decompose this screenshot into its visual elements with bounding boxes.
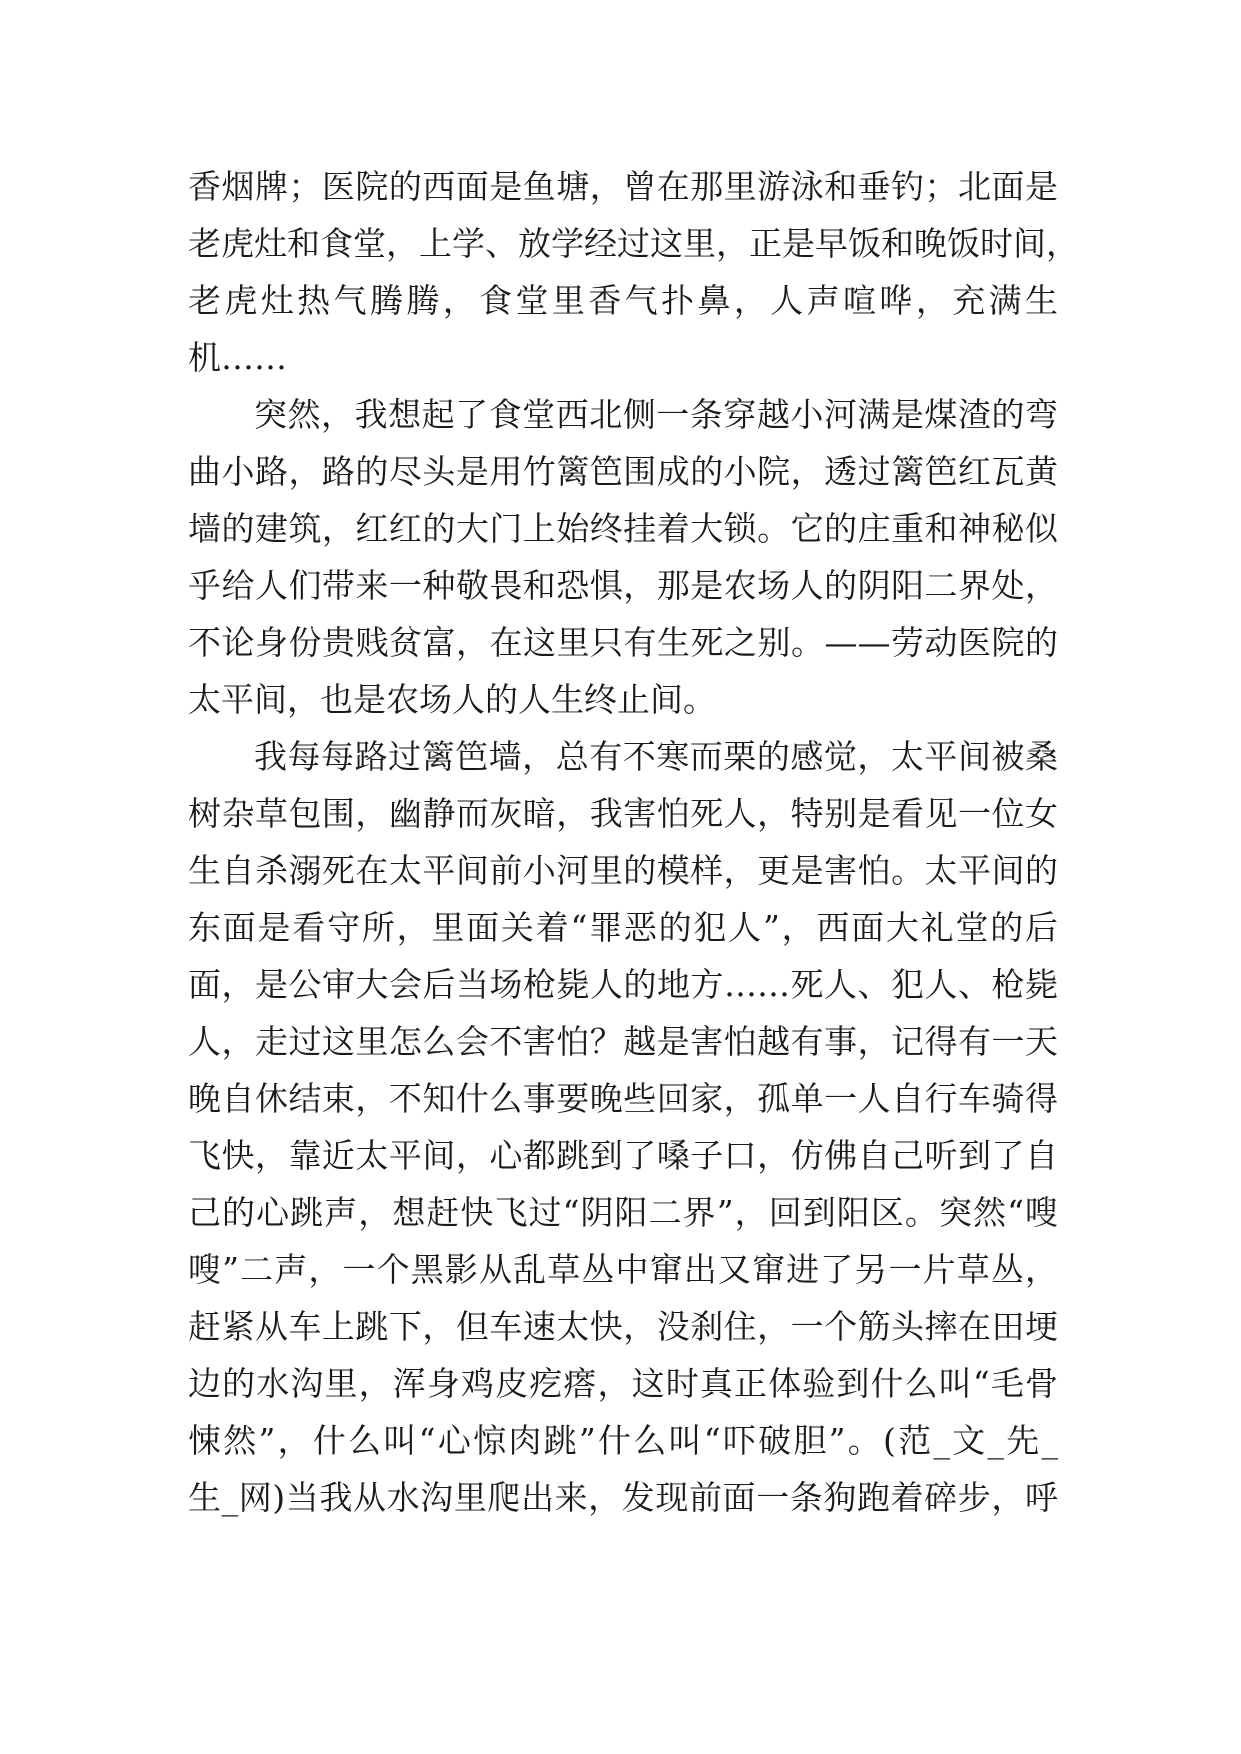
text-line: 嗖”二声，一个黑影从乱草丛中窜出又窜进了另一片草丛， (188, 1250, 1058, 1289)
text-line: 我每每路过篱笆墙，总有不寒而栗的感觉，太平间被桑 (254, 737, 1058, 776)
text-line: 乎给人们带来一种敬畏和恐惧，那是农场人的阴阳二界处， (188, 566, 1058, 605)
paragraph-1 (188, 158, 1079, 386)
body-text (188, 158, 1079, 1526)
text-line: 生_网)当我从水沟里爬出来，发现前面一条狗跑着碎步，呼 (188, 1478, 1058, 1517)
text-line: 突然，我想起了食堂西北侧一条穿越小河满是煤渣的弯 (254, 395, 1058, 434)
text-line: 赶紧从车上跳下，但车速太快，没刹住，一个筋头摔在田埂 (188, 1307, 1058, 1346)
text-line: 老虎灶和食堂，上学、放学经过这里，正是早饭和晚饭时间， (188, 224, 1079, 263)
text-line: 面，是公审大会后当场枪毙人的地方……死人、犯人、枪毙 (188, 965, 1058, 1004)
text-line: 机…… (188, 338, 287, 377)
text-line: 人，走过这里怎么会不害怕？越是害怕越有事，记得有一天 (188, 1022, 1058, 1061)
paragraph-2 (188, 386, 1058, 728)
text-line: 晚自休结束，不知什么事要晚些回家，孤单一人自行车骑得 (188, 1079, 1058, 1118)
text-line: 边的水沟里，浑身鸡皮疙瘩，这时真正体验到什么叫“毛骨 (188, 1364, 1058, 1403)
text-line: 曲小路，路的尽头是用竹篱笆围成的小院，透过篱笆红瓦黄 (188, 452, 1058, 491)
text-line: 生自杀溺死在太平间前小河里的模样，更是害怕。太平间的 (188, 851, 1058, 890)
text-line: 东面是看守所，里面关着“罪恶的犯人”，西面大礼堂的后 (188, 908, 1058, 947)
text-line: 墙的建筑，红红的大门上始终挂着大锁。它的庄重和神秘似 (188, 509, 1058, 548)
text-line: 悚然”，什么叫“心惊肉跳”什么叫“吓破胆”。(范_文_先_ (188, 1421, 1058, 1460)
text-line: 不论身份贵贱贫富，在这里只有生死之别。——劳动医院的 (188, 623, 1058, 662)
text-line: 飞快，靠近太平间，心都跳到了嗓子口，仿佛自己听到了自 (188, 1136, 1058, 1175)
text-line: 香烟牌；医院的西面是鱼塘，曾在那里游泳和垂钓；北面是 (188, 167, 1058, 206)
text-line: 太平间，也是农场人的人生终止间。 (188, 680, 716, 719)
paragraph-3 (188, 728, 1058, 1526)
text-line: 树杂草包围，幽静而灰暗，我害怕死人，特别是看见一位女 (188, 794, 1058, 833)
text-line: 己的心跳声，想赶快飞过“阴阳二界”，回到阳区。突然“嗖 (188, 1193, 1058, 1232)
text-line: 老虎灶热气腾腾，食堂里香气扑鼻，人声喧哗，充满生 (188, 281, 1058, 320)
